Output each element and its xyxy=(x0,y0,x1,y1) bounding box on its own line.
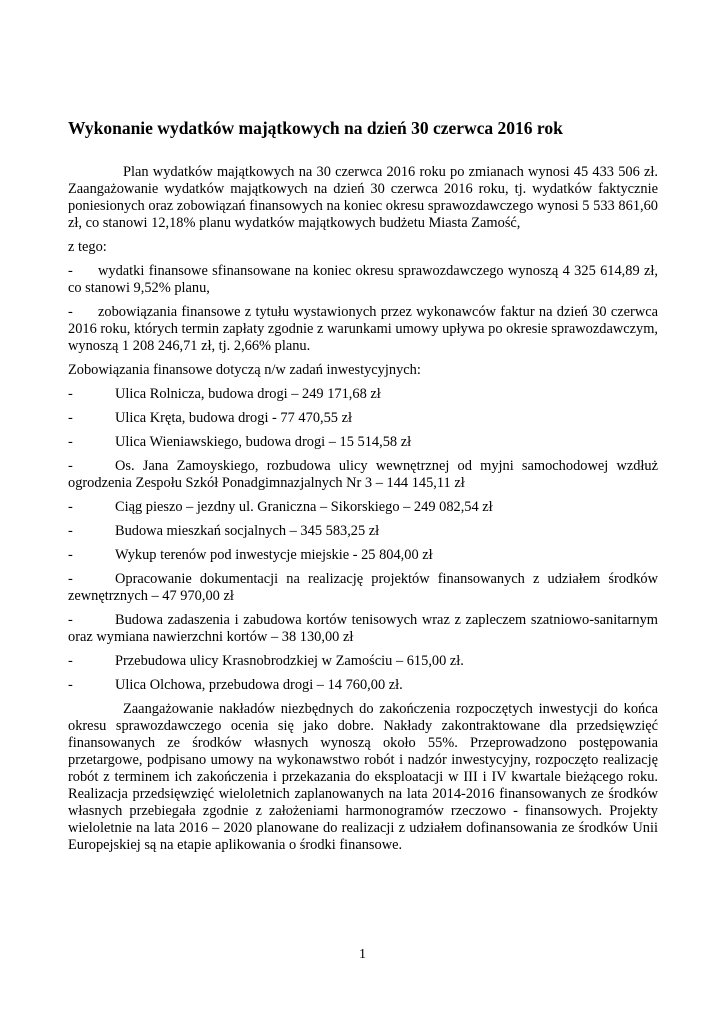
document-body xyxy=(68,164,658,854)
task-text: Ulica Kręta, budowa drogi - 77 470,55 zł xyxy=(115,410,352,426)
breakdown-text: wydatki finansowe sfinansowane na koniec okresu sprawozdawczego wynoszą 4 325 614,89 zł, co stanowi 9,52% planu, xyxy=(68,263,658,296)
task-text: Budowa zadaszenia i zabudowa kortów tenisowych wraz z zapleczem szatniowo-sanitarnym oraz wymiana nawierzchni kortów – 38 130,00 zł xyxy=(68,612,658,645)
dash-marker: - xyxy=(68,523,73,539)
z-tego-label: z tego: xyxy=(68,239,107,255)
task-item xyxy=(68,434,658,451)
task-item xyxy=(68,458,658,492)
task-text: Opracowanie dokumentacji na realizację projektów finansowanych z udziałem środków zewnętrznych – 47 970,00 zł xyxy=(68,571,658,604)
breakdown-item xyxy=(68,304,658,355)
task-item xyxy=(68,571,658,605)
breakdown-text: zobowiązania finansowe z tytułu wystawionych przez wykonawców faktur na dzień 30 czerwca 2016 roku, których termin zapłaty zgodnie z warunkami umowy upływa po okresie sprawozdawczym, wynoszą 1 208 246,71 zł, tj. 2,66% planu. xyxy=(68,304,658,354)
dash-marker: - xyxy=(68,677,73,693)
dash-marker: - xyxy=(68,410,73,426)
task-text: Ulica Rolnicza, budowa drogi – 249 171,68 zł xyxy=(115,386,381,402)
task-text: Os. Jana Zamoyskiego, rozbudowa ulicy wewnętrznej od myjni samochodowej wzdłuż ogrodzenia Zespołu Szkół Ponadgimnazjalnych Nr 3 – 144 145,11 zł xyxy=(68,458,658,491)
task-text: Budowa mieszkań socjalnych – 345 583,25 zł xyxy=(115,523,380,539)
closing-paragraph: Zaangażowanie nakładów niezbędnych do zakończenia rozpoczętych inwestycji do końca okresu sprawozdawczego ocenia się jako dobre. Nakłady zakontraktowane dla przedsięwzięć finansowanych ze środków własnych wynoszą około 55%. Przeprowadzono postępowania przetargowe, podpisano umowy na wykonawstwo robót i nadzór inwestycyjny, rozpoczęto realizację robót z terminem ich zakończenia i przekazania do eksploatacji w III i IV kwartale bieżącego roku. Realizacja przedsięwzięć wieloletnich zaplanowanych na lata 2014-2016 finansowanych ze środków własnych przebiegała zgodnie z założeniami harmonogramów rzeczowo - finansowych. Projekty wieloletnie na lata 2016 – 2020 planowane do realizacji z udziałem dofinansowania ze środków Unii Europejskiej są na etapie aplikowania o środki finansowe. xyxy=(68,701,658,853)
task-item xyxy=(68,547,658,564)
document-title: Wykonanie wydatków majątkowych na dzień 30 czerwca 2016 rok xyxy=(68,118,563,138)
dash-marker: - xyxy=(68,547,73,563)
breakdown-item xyxy=(68,263,658,297)
task-item xyxy=(68,612,658,646)
tasks-intro: Zobowiązania finansowe dotyczą n/w zadań inwestycyjnych: xyxy=(68,362,421,378)
intro-paragraph: Plan wydatków majątkowych na 30 czerwca 2016 roku po zmianach wynosi 45 433 506 zł. Zaangażowanie wydatków majątkowych na dzień 30 czerwca 2016 roku, tj. wydatków faktycznie poniesionych oraz zobowiązań finansowych na koniec okresu sprawozdawczego wynosi 5 533 861,60 zł, co stanowi 12,18% planu wydatków majątkowych budżetu Miasta Zamość, xyxy=(68,164,658,231)
dash-marker: - xyxy=(68,571,73,587)
task-item xyxy=(68,386,658,403)
dash-marker: - xyxy=(68,304,73,320)
dash-marker: - xyxy=(68,458,73,474)
task-text: Ulica Wieniawskiego, budowa drogi – 15 514,58 zł xyxy=(115,434,412,450)
task-item xyxy=(68,410,658,427)
task-text: Ulica Olchowa, przebudowa drogi – 14 760,00 zł. xyxy=(115,677,403,693)
task-item xyxy=(68,523,658,540)
dash-marker: - xyxy=(68,263,73,279)
task-item xyxy=(68,653,658,670)
task-text: Przebudowa ulicy Krasnobrodzkiej w Zamościu – 615,00 zł. xyxy=(115,653,464,669)
dash-marker: - xyxy=(68,499,73,515)
task-item xyxy=(68,499,658,516)
page-number: 1 xyxy=(359,947,366,962)
dash-marker: - xyxy=(68,434,73,450)
task-text: Wykup terenów pod inwestycje miejskie - 25 804,00 zł xyxy=(115,547,433,563)
task-item xyxy=(68,677,658,694)
dash-marker: - xyxy=(68,612,73,628)
task-text: Ciąg pieszo – jezdny ul. Graniczna – Sikorskiego – 249 082,54 zł xyxy=(115,499,493,515)
dash-marker: - xyxy=(68,653,73,669)
dash-marker: - xyxy=(68,386,73,402)
